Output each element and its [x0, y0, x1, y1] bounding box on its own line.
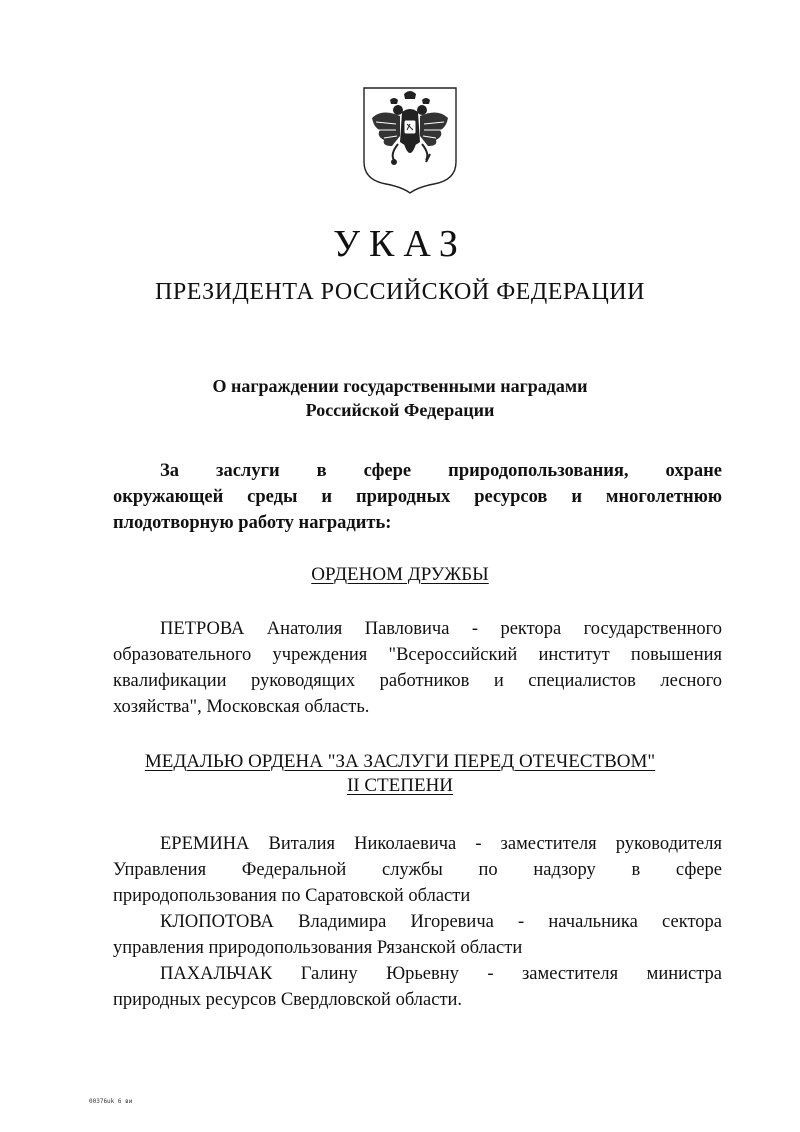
- entry-line: природопользования по Саратовской области: [113, 886, 471, 906]
- decree-subject: [0, 374, 800, 422]
- subject-line: Российской Федерации: [305, 400, 495, 420]
- award-heading-text: II СТЕПЕНИ: [346, 775, 454, 796]
- award-heading-order-of-friendship: [0, 563, 800, 587]
- award-heading-text: МЕДАЛЬЮ ОРДЕНА "ЗА ЗАСЛУГИ ПЕРЕД ОТЕЧЕСТВОМ": [144, 751, 656, 772]
- entry-line: управления природопользования Рязанской области: [113, 938, 523, 958]
- award-heading-medal: [0, 750, 800, 798]
- entry-line: ЕРЕМИНА Виталия Николаевича - заместителя руководителя: [160, 834, 722, 854]
- entry-line: КЛОПОТОВА Владимира Игоревича - начальника сектора: [160, 912, 722, 932]
- entry-line: квалификации руководящих работников и специалистов лесного: [113, 671, 722, 691]
- intro-line: За заслуги в сфере природопользования, охране: [160, 461, 722, 481]
- document-subtitle: ПРЕЗИДЕНТА РОССИЙСКОЙ ФЕДЕРАЦИИ: [155, 279, 645, 305]
- entry-line: ПАХАЛЬЧАК Галину Юрьевну - заместителя министра: [160, 964, 722, 984]
- intro-line: окружающей среды и природных ресурсов и многолетнюю: [113, 487, 722, 507]
- entry-line: Управления Федеральной службы по надзору в сфере: [113, 860, 722, 880]
- entry-line: хозяйства", Московская область.: [113, 697, 370, 717]
- award2-entries: [113, 831, 722, 1013]
- award-heading-text: ОРДЕНОМ ДРУЖБЫ: [311, 564, 489, 585]
- document-code: 00376uk 6 ви: [89, 1098, 133, 1105]
- subject-line: О награждении государственными наградами: [212, 376, 588, 396]
- intro-line: плодотворную работу наградить:: [113, 513, 392, 533]
- russian-coat-of-arms-icon: [360, 84, 460, 194]
- document-title: УКАЗ: [333, 223, 467, 265]
- entry-line: образовательного учреждения "Всероссийский институт повышения: [113, 645, 722, 665]
- entry-line: ПЕТРОВА Анатолия Павловича - ректора государственного: [160, 619, 722, 639]
- award1-entries: [113, 616, 722, 720]
- decree-intro: [113, 458, 722, 536]
- entry-line: природных ресурсов Свердловской области.: [113, 990, 463, 1010]
